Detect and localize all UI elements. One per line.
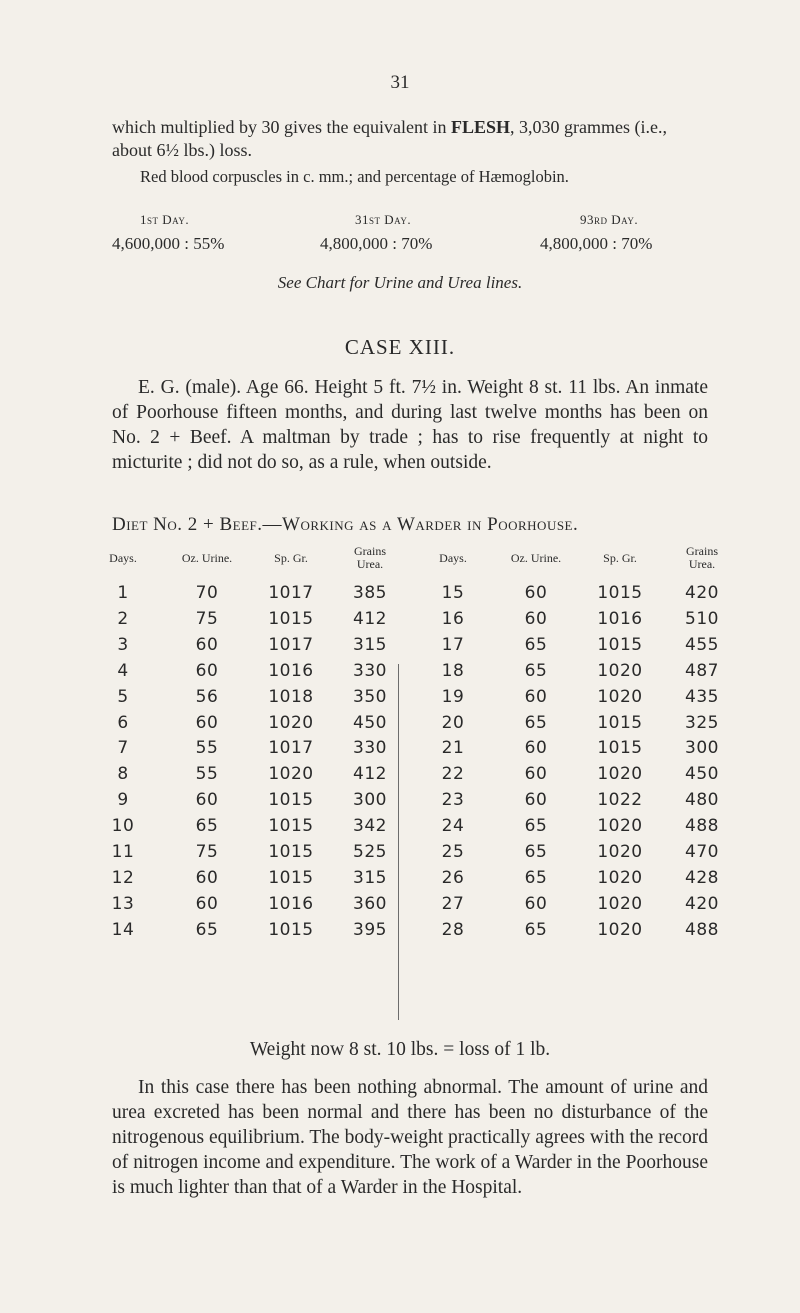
table-cell: 21: [441, 738, 465, 759]
table-header-7: Grains Urea.: [686, 544, 718, 571]
table-cell: 1017: [268, 738, 314, 759]
day-31-label: 31st Day.: [355, 212, 412, 227]
intro-paragraph: [112, 116, 708, 162]
table-cell: 488: [685, 919, 719, 940]
table-cell: 1016: [268, 660, 314, 681]
table-cell: 24: [441, 816, 465, 837]
table-cell: 525: [353, 842, 387, 862]
table-cell: 1015: [268, 790, 314, 811]
table-cell: 70: [195, 583, 219, 603]
closing-paragraph: In this case there has been nothing abnormal. The amount of urine and urea excreted has been normal and there has been no disturbance of the nitrogenous equilibrium. The body-weight practically agrees with the record of nitrogen income and expenditure. The work of a Warder in the Poorhouse is much lighter than that of a Warder in the Hospital.: [112, 1077, 708, 1198]
table-cell: 450: [685, 764, 719, 785]
table-cell: 22: [441, 764, 465, 785]
table-cell: 60: [195, 893, 219, 914]
table-cell: 1020: [597, 660, 643, 681]
table-cell: 470: [685, 842, 719, 862]
table-cell: 1015: [268, 608, 314, 629]
table-cell: 60: [524, 893, 548, 914]
table-cell: 385: [353, 583, 387, 603]
table-cell: 8: [117, 764, 129, 785]
table-cell: 60: [195, 634, 219, 655]
day-31-value: 4,800,000 : 70%: [320, 234, 433, 253]
table-cell: 18: [441, 660, 465, 681]
table-cell: 1017: [268, 634, 314, 655]
table-cell: 12: [111, 867, 135, 888]
table-cell: 7: [117, 738, 129, 759]
weight-summary: Weight now 8 st. 10 lbs. = loss of 1 lb.: [249, 1039, 551, 1060]
table-cell: 20: [441, 712, 465, 733]
table-cell: 65: [524, 660, 548, 681]
table-cell: 17: [441, 634, 465, 655]
table-cell: 60: [524, 764, 548, 785]
table-cell: 488: [685, 816, 719, 837]
page-number: 31: [390, 72, 410, 93]
table-cell: 1020: [268, 712, 314, 733]
table-cell: 428: [685, 867, 719, 888]
table-cell: 342: [353, 816, 387, 837]
table-cell: 450: [353, 712, 387, 733]
table-cell: 1015: [268, 842, 314, 862]
table-header-5: Oz. Urine.: [510, 551, 562, 565]
blood-corpuscles-line: Red blood corpuscles in c. mm.; and percentage of Hæmoglobin.: [140, 167, 569, 186]
table-cell: 1020: [597, 816, 643, 837]
table-cell: 395: [353, 919, 387, 940]
table-cell: 65: [524, 867, 548, 888]
see-chart-note: See Chart for Urine and Urea lines.: [277, 273, 523, 292]
table-cell: 60: [195, 867, 219, 888]
table-cell: 1016: [268, 893, 314, 914]
table-cell: 75: [195, 842, 219, 862]
table-cell: 300: [685, 738, 719, 759]
case-description: E. G. (male). Age 66. Height 5 ft. 7½ in. Weight 8 st. 11 lbs. An inmate of Poorhouse fifteen months, and during last twelve months has been on No. 2 + Beef. A maltman by trade ; has to rise frequently at night to micturite ; did not do so, as a rule, when outside.: [112, 377, 708, 473]
table-cell: 315: [353, 634, 387, 655]
day-1-value: 4,600,000 : 55%: [112, 234, 225, 253]
table-header-1: Oz. Urine.: [181, 551, 233, 565]
table-cell: 1017: [268, 583, 314, 603]
table-cell: 360: [353, 893, 387, 914]
table-cell: 412: [353, 608, 387, 629]
table-cell: 65: [195, 919, 219, 940]
table-cell: 6: [117, 712, 129, 733]
table-cell: 55: [195, 764, 219, 785]
table-header-2: Sp. Gr.: [274, 551, 308, 565]
table-cell: 412: [353, 764, 387, 785]
table-cell: 23: [441, 790, 465, 811]
day-93-value: 4,800,000 : 70%: [540, 234, 653, 253]
table-cell: 1016: [597, 608, 643, 629]
table-cell: 65: [524, 842, 548, 862]
table-cell: 1020: [597, 764, 643, 785]
table-cell: 435: [685, 686, 719, 707]
table-column-divider: [398, 664, 399, 1020]
table-cell: 300: [353, 790, 387, 811]
table-header-0: Days.: [109, 551, 137, 565]
table-cell: 1018: [268, 686, 314, 707]
table-cell: 65: [524, 712, 548, 733]
table-cell: 1015: [597, 712, 643, 733]
table-cell: 56: [195, 686, 219, 707]
table-cell: 5: [117, 686, 129, 707]
table-cell: 60: [195, 660, 219, 681]
case-title: CASE XIII.: [344, 335, 456, 359]
table-cell: 1020: [597, 919, 643, 940]
table-cell: 4: [117, 660, 129, 681]
table-cell: 19: [441, 686, 465, 707]
table-cell: 75: [195, 608, 219, 629]
table-cell: 325: [685, 712, 719, 733]
table-cell: 65: [524, 919, 548, 940]
table-cell: 28: [441, 919, 465, 940]
table-cell: 487: [685, 660, 719, 681]
table-cell: 60: [524, 790, 548, 811]
table-cell: 65: [524, 816, 548, 837]
table-cell: 315: [353, 867, 387, 888]
table-cell: 60: [195, 790, 219, 811]
table-cell: 14: [111, 919, 135, 940]
table-cell: 55: [195, 738, 219, 759]
diet-table-title: Diet No. 2 + Beef.—Working as a Warder in Poorhouse.: [112, 514, 579, 535]
table-cell: 510: [685, 608, 719, 629]
table-cell: 3: [117, 634, 129, 655]
table-cell: 15: [441, 583, 465, 603]
table-cell: 1015: [268, 816, 314, 837]
table-cell: 1: [117, 583, 129, 603]
table-cell: 26: [441, 867, 465, 888]
table-cell: 1015: [597, 583, 643, 603]
intro-text-b: , 3,030 grammes (i.e., about 6½ lbs.) loss.: [112, 117, 667, 160]
table-cell: 1015: [268, 919, 314, 940]
table-cell: 60: [524, 583, 548, 603]
table-cell: 16: [441, 608, 465, 629]
table-cell: 350: [353, 686, 387, 707]
table-cell: 1015: [597, 738, 643, 759]
table-cell: 420: [685, 583, 719, 603]
table-cell: 25: [441, 842, 465, 862]
table-cell: 1015: [268, 867, 314, 888]
table-cell: 1020: [268, 764, 314, 785]
table-cell: 27: [441, 893, 465, 914]
table-cell: 60: [524, 608, 548, 629]
table-cell: 420: [685, 893, 719, 914]
table-cell: 480: [685, 790, 719, 811]
table-cell: 1020: [597, 893, 643, 914]
table-cell: 65: [195, 816, 219, 837]
table-cell: 330: [353, 738, 387, 759]
table-cell: 60: [195, 712, 219, 733]
table-cell: 1020: [597, 842, 643, 862]
table-cell: 2: [117, 608, 129, 629]
table-cell: 11: [111, 842, 135, 862]
day-1-label: 1st Day.: [140, 212, 190, 227]
table-cell: 13: [111, 893, 135, 914]
table-cell: 1022: [597, 790, 643, 811]
table-cell: 65: [524, 634, 548, 655]
table-cell: 60: [524, 686, 548, 707]
table-cell: 1020: [597, 867, 643, 888]
table-cell: 9: [117, 790, 129, 811]
intro-text-a: which multiplied by 30 gives the equivalent in: [112, 117, 451, 137]
table-cell: 10: [111, 816, 135, 837]
table-cell: 1020: [597, 686, 643, 707]
table-header-3: Grains Urea.: [354, 544, 386, 571]
table-cell: 1015: [597, 634, 643, 655]
intro-flesh-bold: FLESH: [450, 117, 510, 137]
table-header-6: Sp. Gr.: [603, 551, 637, 565]
table-cell: 60: [524, 738, 548, 759]
table-cell: 330: [353, 660, 387, 681]
table-cell: 455: [685, 634, 719, 655]
day-93-label: 93rd Day.: [580, 212, 639, 227]
table-header-4: Days.: [439, 551, 467, 565]
